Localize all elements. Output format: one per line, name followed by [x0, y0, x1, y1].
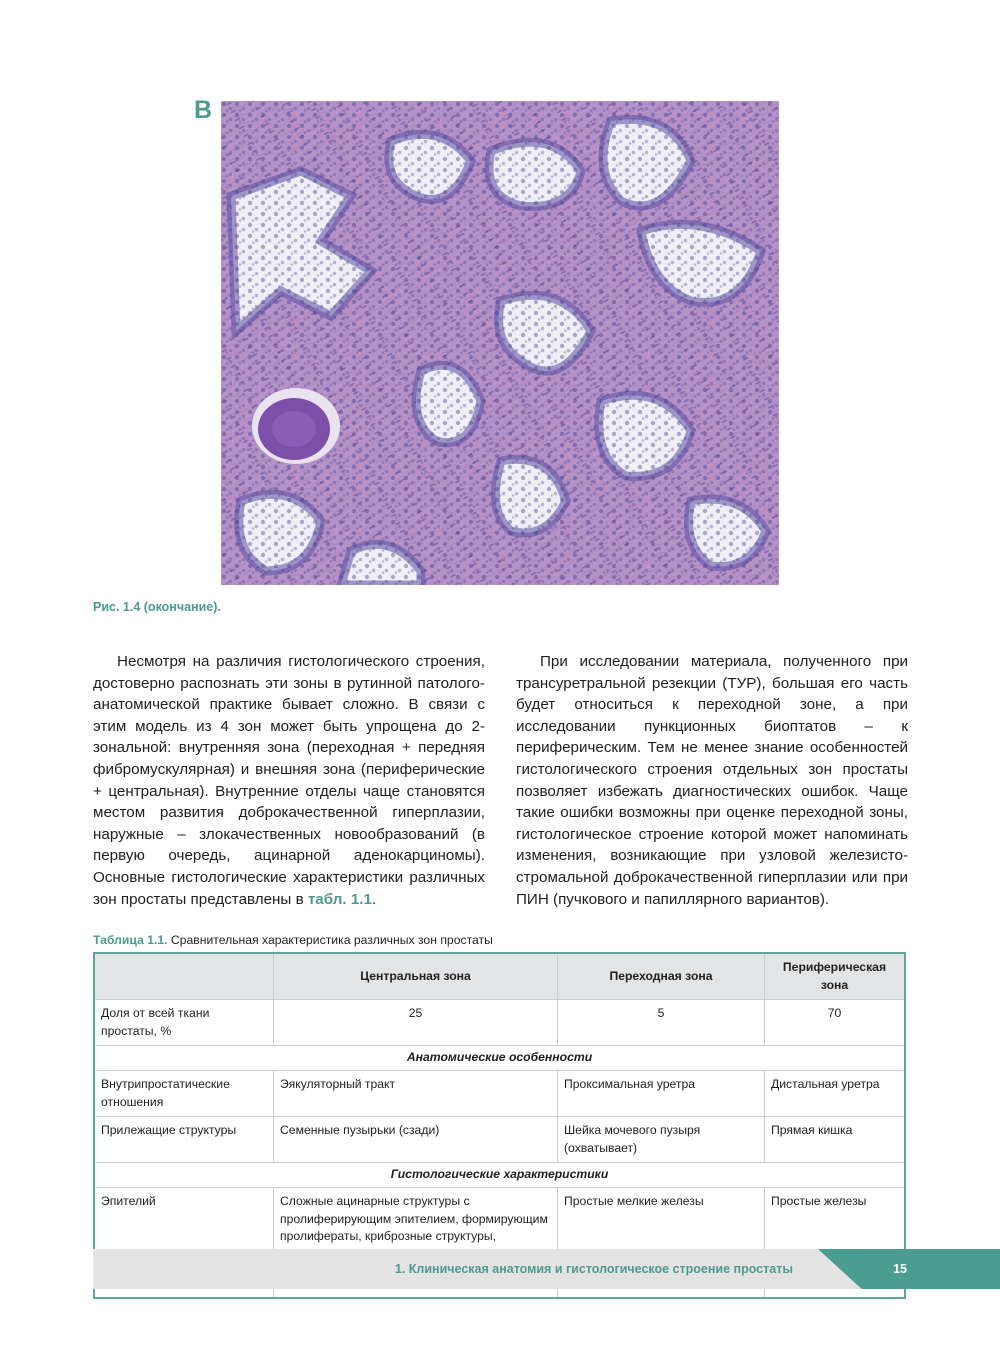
header-transition-zone: Переходная зона [558, 953, 765, 1000]
table-section-row [94, 1046, 905, 1071]
table-cell: Простые мелкие железы [558, 1187, 765, 1268]
table-header-row [94, 953, 905, 1000]
table-cell: Дистальная уретра [765, 1070, 906, 1116]
table-section-row [94, 1163, 905, 1188]
figure-caption: Рис. 1.4 (окончание). [93, 600, 221, 614]
table-title [93, 933, 493, 947]
zones-comparison-table [93, 952, 906, 1299]
table-cell: 70 [765, 1000, 906, 1046]
table-reference-link[interactable]: табл. 1.1 [307, 890, 372, 908]
table-cell: Шейка мочевого пузыря (охватывает) [558, 1117, 765, 1163]
row-label: Внутрипростатические отношения [94, 1070, 274, 1116]
table-cell: 25 [274, 1000, 558, 1046]
body-column-left [93, 651, 485, 910]
table-cell: 5 [558, 1000, 765, 1046]
table-row [94, 1000, 905, 1046]
left-paragraph-end: . [371, 890, 377, 908]
figure-panel-letter: В [194, 96, 213, 124]
section-histology: Гистологические характеристики [94, 1163, 905, 1188]
table-number: Таблица 1.1. [93, 933, 168, 947]
table-cell: Эякуляторный тракт [274, 1070, 558, 1116]
page-number: 15 [893, 1262, 907, 1276]
right-paragraph: При исследовании материала, полученного при трансуретральной резекции (ТУР), большая его часть будет относиться к переходной зоне, а при исследовании пункционных биоптатов – к периферическим. Тем не менее знание особенностей гистологического строения отдельных зон простаты позволяет избежать диагностических ошибок. Чаще такие ошибки возможны при оценке переходной зоны, гистологическое строение которой может напоминать изменения, возникающие при узловой железисто-стромальной доброкачественной гиперплазии или при ПИН (пучкового и папиллярного вариантов). [516, 653, 908, 908]
left-paragraph: Несмотря на различия гистологического строения, достоверно распознать эти зоны в рутинной патолого-анатомической практике бывает сложно. В связи с этим модель из 4 зон может быть упрощена до 2-зональной: внутренняя зона (переходная + передняя фибромускулярная) и внешняя зона (периферические + центральная). Внутренние отделы чаще становятся местом развития доброкачественной гиперплазии, наружные – злокачественных новообразований (в первую очередь, ацинарной аденокарциномы). Основные гистологические характеристики различных зон простаты представлены в [93, 653, 485, 908]
histology-micrograph [221, 101, 779, 585]
header-central-zone: Центральная зона [274, 953, 558, 1000]
page-footer [93, 1249, 1000, 1289]
table-cell: Сложные ацинарные структуры с пролиферирующим эпителием, формирующим пролифераты, криброзные структуры, [274, 1187, 558, 1268]
row-label: Эпителий [94, 1187, 274, 1268]
section-anatomy: Анатомические особенности [94, 1046, 905, 1071]
table-row [94, 1117, 905, 1163]
table-row [94, 1070, 905, 1116]
footer-chapter-title: 1. Клиническая анатомия и гистологическое строение простаты [394, 1262, 793, 1276]
row-label: Доля от всей ткани простаты, % [94, 1000, 274, 1046]
table-cell: Семенные пузырьки (сзади) [274, 1117, 558, 1163]
row-label: Прилежащие структуры [94, 1117, 274, 1163]
body-column-right [516, 651, 908, 910]
table-title-text: Сравнительная характеристика различных зон простаты [170, 933, 493, 947]
header-peripheral-zone: Периферическая зона [765, 953, 906, 1000]
table-cell: Проксимальная уретра [558, 1070, 765, 1116]
table-cell: Простые железы [765, 1187, 906, 1268]
header-cell-empty [94, 953, 274, 1000]
table-cell: Прямая кишка [765, 1117, 906, 1163]
